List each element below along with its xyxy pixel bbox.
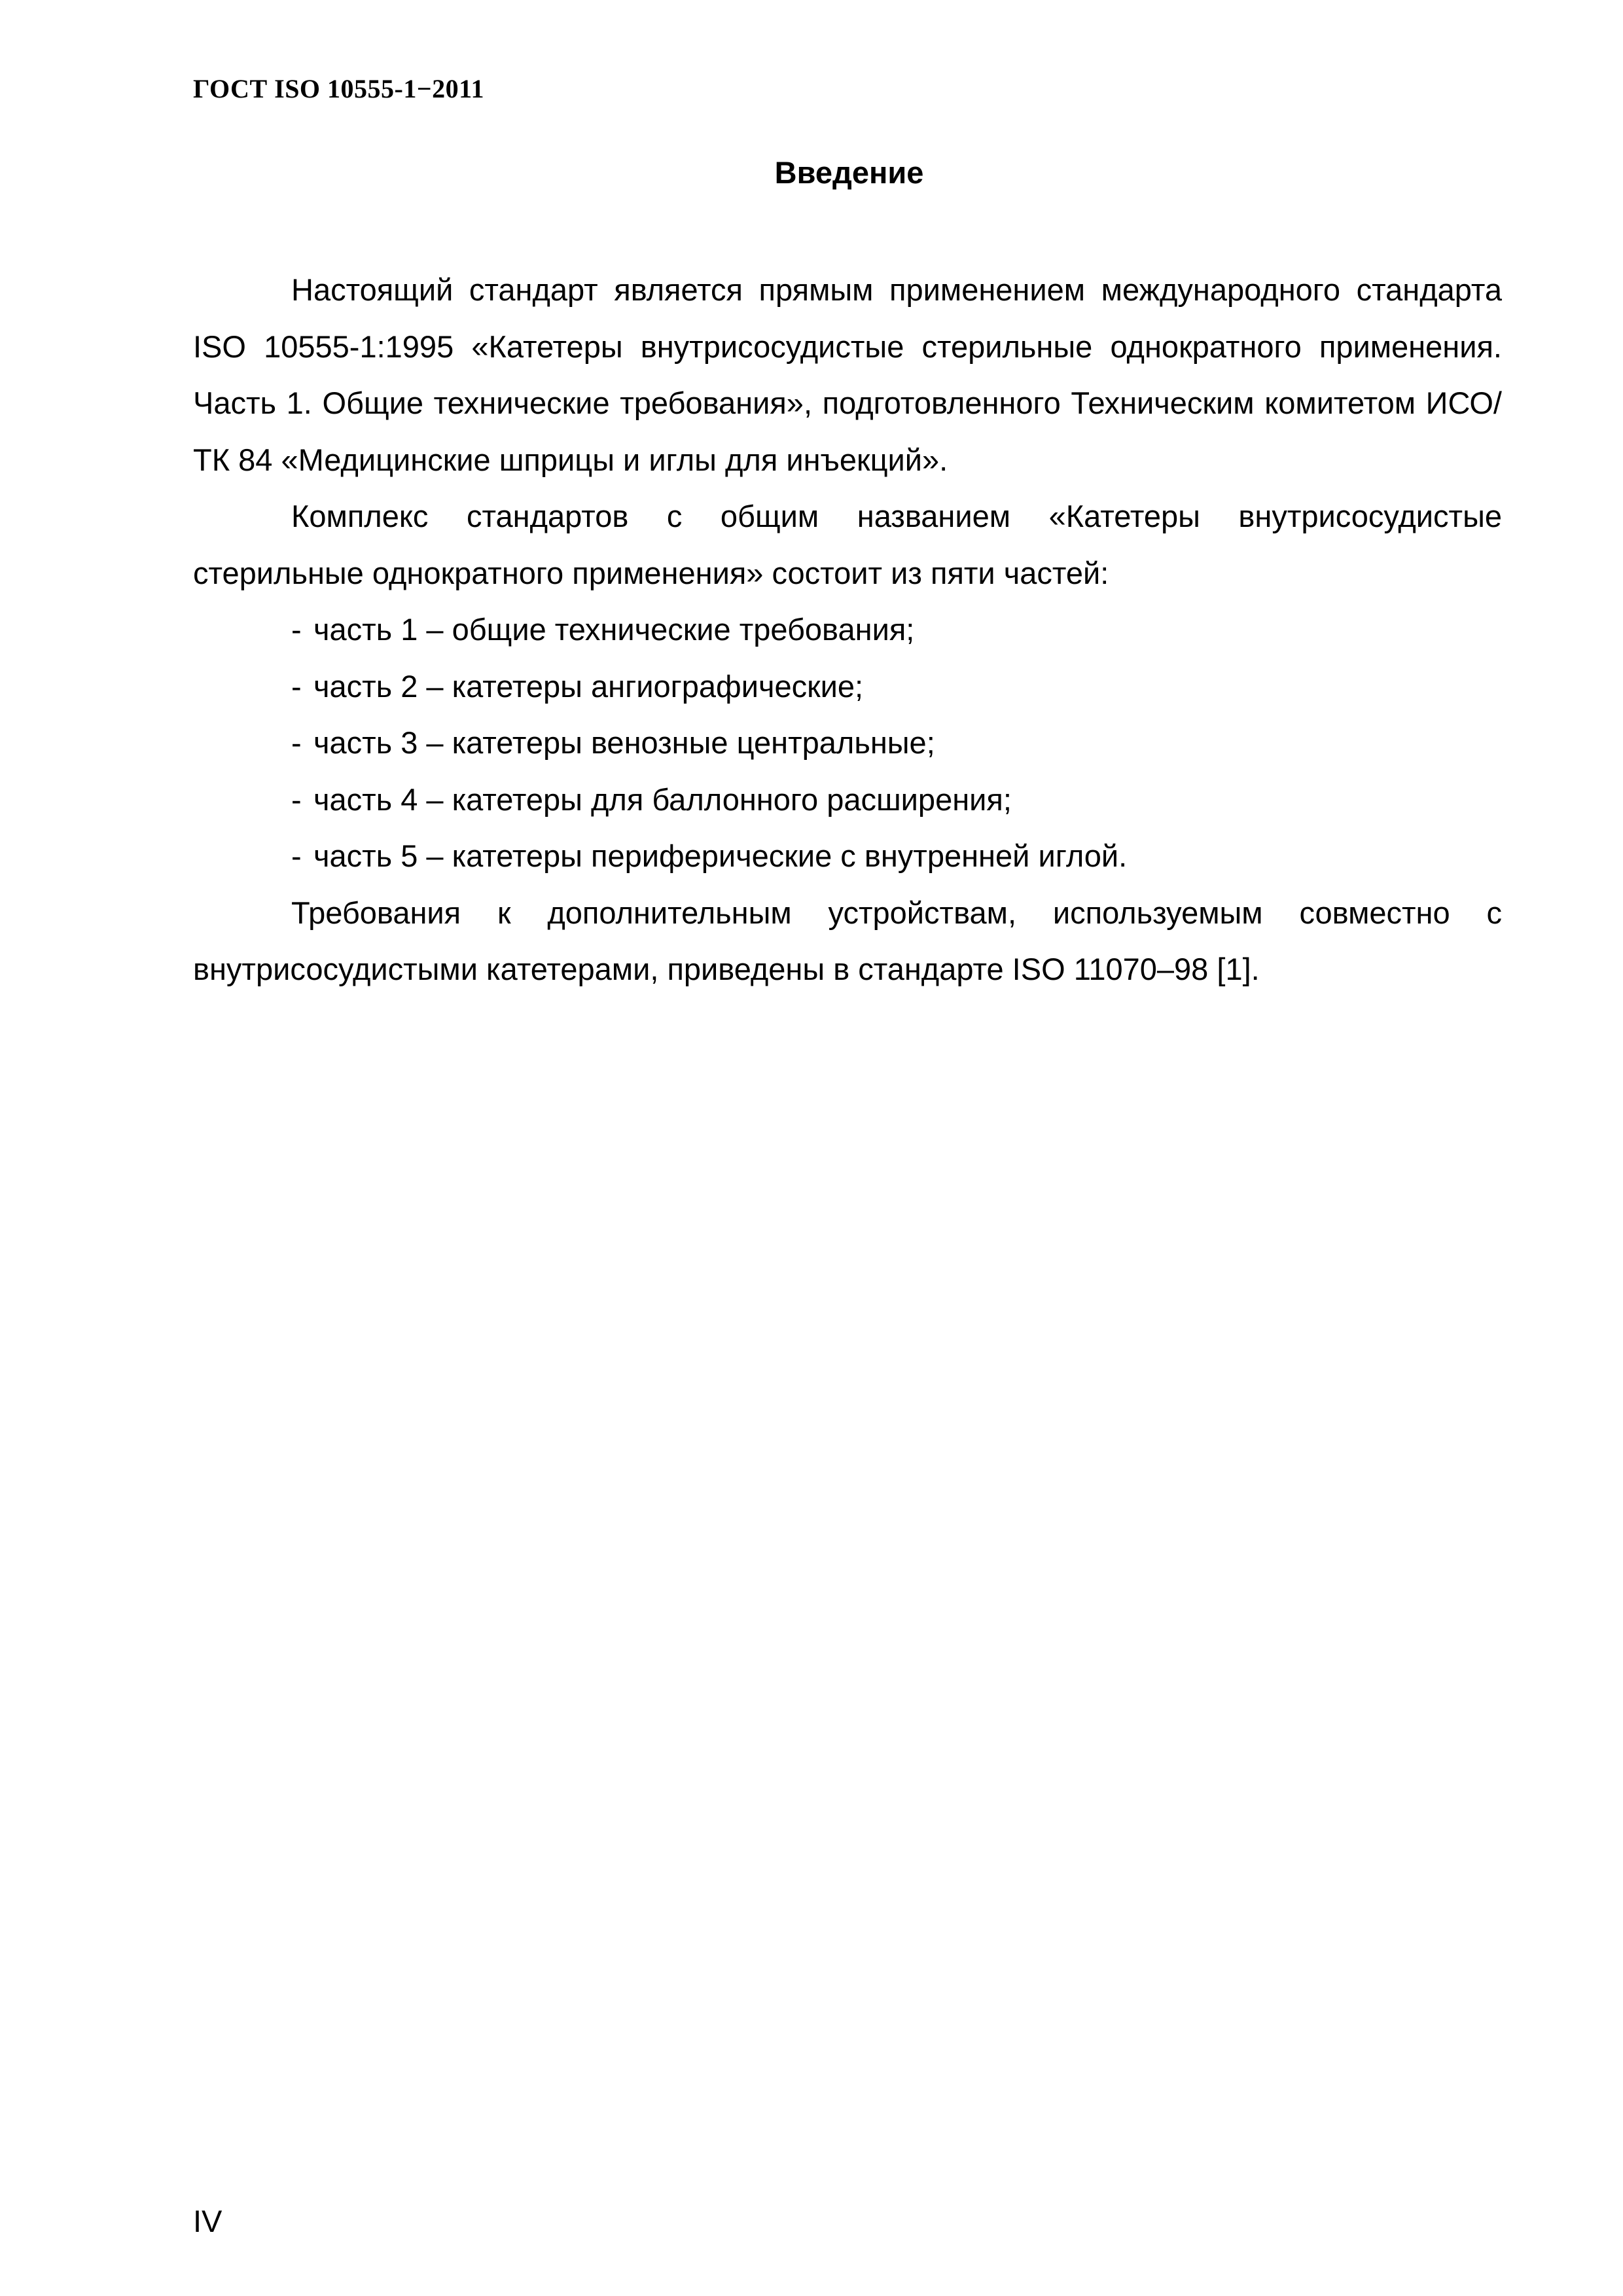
- list-item-text: часть 1 – общие технические требования;: [313, 612, 915, 647]
- list-bullet: -: [291, 725, 302, 760]
- section-title: Введение: [774, 155, 924, 190]
- paragraph-standards-set: Комплекс стандартов с общим названием «Катетеры внутрисосудистые стерильные однократного применения» состоит из пяти частей:: [193, 499, 1502, 590]
- list-item: [193, 772, 1502, 829]
- introduction-body: [193, 262, 1502, 998]
- list-bullet: -: [291, 668, 302, 704]
- paragraph-additional-devices: Требования к дополнительным устройствам, используемым совместно с внутрисосудистыми катетерами, приведены в стандарте ISO 11070–98 [1].: [193, 895, 1502, 986]
- list-item: [193, 601, 1502, 658]
- page-number: IV: [193, 2204, 223, 2238]
- list-item-text: часть 2 – катетеры ангиографические;: [313, 668, 864, 704]
- list-item: [193, 715, 1502, 772]
- list-item: [193, 828, 1502, 885]
- list-item-text: часть 3 – катетеры венозные центральные;: [313, 725, 935, 760]
- list-bullet: -: [291, 612, 302, 647]
- list-item-text: часть 5 – катетеры периферические с внутренней иглой.: [313, 838, 1128, 873]
- document-code-header: ГОСТ ISO 10555-1−2011: [193, 74, 484, 103]
- paragraph-standard-origin: Настоящий стандарт является прямым применением международного стандарта ISO 10555-1:1995 «Катетеры внутрисосудистые стерильные однократного применения. Часть 1. Общие технические требования», подготовленного Техническим комитетом ИСО/ТК 84 «Медицинские шприцы и иглы для инъекций».: [193, 272, 1502, 477]
- list-bullet: -: [291, 838, 302, 873]
- list-bullet: -: [291, 781, 302, 817]
- parts-list: [193, 601, 1502, 885]
- list-item-text: часть 4 – катетеры для баллонного расширения;: [313, 781, 1012, 817]
- list-item: [193, 658, 1502, 715]
